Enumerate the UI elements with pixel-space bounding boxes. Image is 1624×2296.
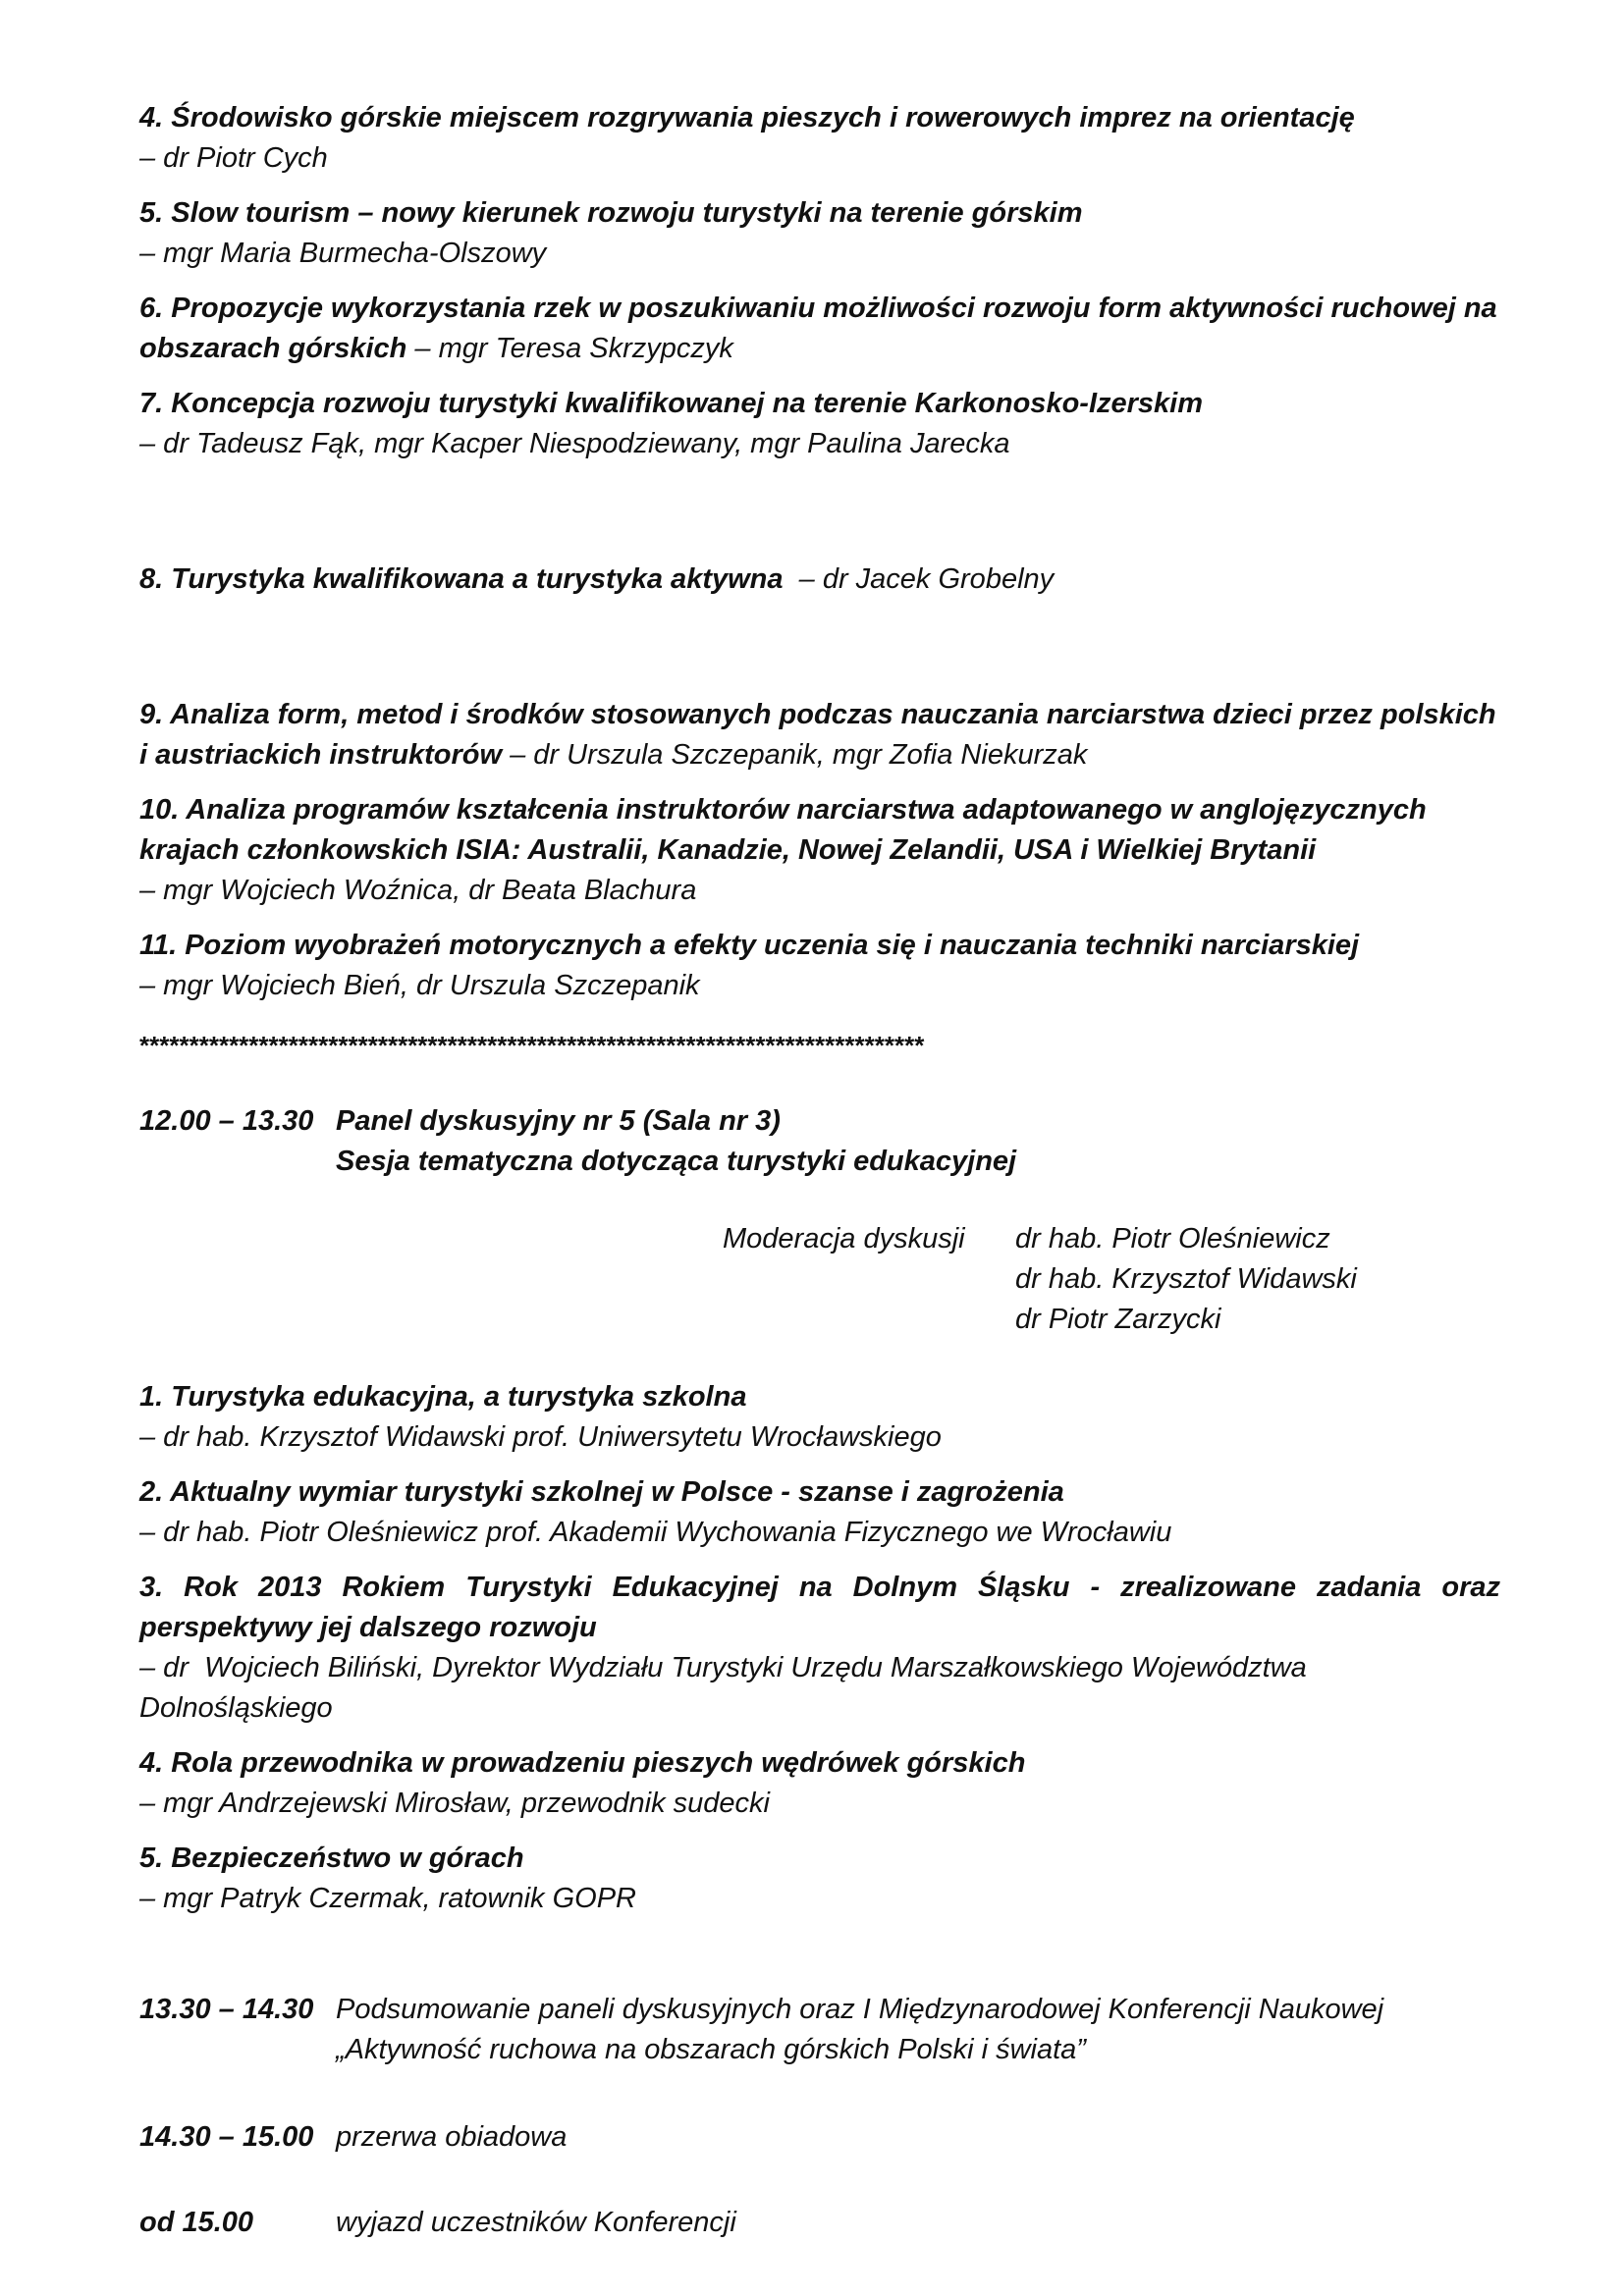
- schedule-description: [336, 1990, 1500, 2070]
- item-title: 5. Slow tourism – nowy kierunek rozwoju turystyki na terenie górskim: [139, 197, 1083, 229]
- item-author: – dr Urszula Szczepanik, mgr Zofia Niekurzak: [502, 739, 1088, 771]
- item-author: – dr Jacek Grobelny: [783, 563, 1055, 595]
- list-item: [139, 790, 1500, 911]
- item-title: 8. Turystyka kwalifikowana a turystyka aktywna: [139, 563, 784, 595]
- panel-description: [336, 1101, 1500, 1182]
- panel-header: [139, 1101, 1500, 1182]
- item-title-wrap: [139, 695, 1500, 775]
- list-item: [139, 193, 1500, 274]
- item-author: – dr Wojciech Biliński, Dyrektor Wydziału Turystyki Urzędu Marszałkowskiego Województwa Dolnośląskiego: [139, 1652, 1315, 1724]
- item-author: – dr hab. Krzysztof Widawski prof. Uniwersytetu Wrocławskiego: [139, 1421, 942, 1453]
- item-title: 5. Bezpieczeństwo w górach: [139, 1842, 524, 1874]
- moderation-block: [723, 1219, 1500, 1340]
- item-title: 3. Rok 2013 Rokiem Turystyki Edukacyjnej na Dolnym Śląsku - zrealizowane zadania oraz perspektywy jej dalszego rozwoju: [139, 1572, 1500, 1643]
- list-item: [139, 1472, 1500, 1553]
- moderation-label: Moderacja dyskusji: [723, 1223, 965, 1255]
- list-item: [139, 1839, 1500, 1919]
- schedule-description: [336, 2203, 1500, 2243]
- list-item: [139, 1743, 1500, 1824]
- list-item: [139, 479, 1500, 680]
- schedule-row: [139, 1990, 1500, 2070]
- item-author: – dr Tadeusz Fąk, mgr Kacper Niespodziewany, mgr Paulina Jarecka: [139, 428, 1010, 459]
- schedule-row: [139, 2203, 1500, 2243]
- item-title-wrap: [139, 289, 1500, 369]
- item-author: – dr hab. Piotr Oleśniewicz prof. Akademii Wychowania Fizycznego we Wrocławiu: [139, 1517, 1172, 1548]
- list-item: [139, 384, 1500, 464]
- list-item: [139, 1568, 1500, 1729]
- item-title: 6. Propozycje wykorzystania rzek w poszukiwaniu możliwości rozwoju form aktywności ruchowej na obszarach górskich: [139, 293, 1497, 364]
- item-title: 4. Środowisko górskie miejscem rozgrywania pieszych i rowerowych imprez na orientację: [139, 102, 1355, 133]
- item-title: 2. Aktualny wymiar turystyki szkolnej w Polsce - szanse i zagrożenia: [139, 1476, 1064, 1508]
- schedule-time: 14.30 – 15.00: [139, 2121, 314, 2153]
- item-title-wrap: [139, 560, 1500, 600]
- item-list-b: [139, 1377, 1500, 1919]
- item-title: 9. Analiza form, metod i środków stosowanych podczas nauczania narciarstwa dzieci przez polskich i austriackich instruktorów: [139, 699, 1496, 771]
- item-list-a: [139, 98, 1500, 1006]
- list-item: [139, 289, 1500, 369]
- list-item: [139, 695, 1500, 775]
- item-author: – dr Piotr Cych: [139, 142, 328, 174]
- item-title: 1. Turystyka edukacyjna, a turystyka szkolna: [139, 1381, 747, 1413]
- moderator-name: dr Piotr Zarzycki: [1015, 1304, 1221, 1335]
- schedule-time: 13.30 – 14.30: [139, 1994, 314, 2025]
- item-author: – mgr Patryk Czermak, ratownik GOPR: [139, 1883, 636, 1914]
- moderator-name: dr hab. Krzysztof Widawski: [1015, 1263, 1357, 1295]
- item-author: – mgr Wojciech Bień, dr Urszula Szczepanik: [139, 970, 700, 1001]
- item-title: 7. Koncepcja rozwoju turystyki kwalifikowanej na terenie Karkonosko-Izerskim: [139, 388, 1204, 419]
- panel-subtitle: Sesja tematyczna dotycząca turystyki edukacyjnej: [336, 1146, 1017, 1177]
- schedule-text: przerwa obiadowa: [336, 2121, 568, 2153]
- schedule-text: Podsumowanie paneli dyskusyjnych oraz I Międzynarodowej Konferencji Naukowej: [336, 1994, 1384, 2025]
- moderator-list: [1015, 1219, 1357, 1340]
- panel-title: Panel dyskusyjny nr 5 (Sala nr 3): [336, 1105, 781, 1137]
- panel-time: 12.00 – 13.30: [139, 1105, 314, 1137]
- item-title: 4. Rola przewodnika w prowadzeniu pieszych wędrówek górskich: [139, 1747, 1026, 1779]
- item-title: 11. Poziom wyobrażeń motorycznych a efekty uczenia się i nauczania techniki narciarskiej: [139, 930, 1360, 961]
- list-item: [139, 926, 1500, 1006]
- schedule-text: „Aktywność ruchowa na obszarach górskich Polski i świata”: [336, 2034, 1086, 2065]
- list-item: [139, 1377, 1500, 1458]
- moderator-name: dr hab. Piotr Oleśniewicz: [1015, 1223, 1330, 1255]
- separator-line: *******************************************************************************: [139, 1031, 925, 1060]
- schedule-text: wyjazd uczestników Konferencji: [336, 2207, 736, 2238]
- schedule-row: [139, 2117, 1500, 2158]
- item-author: – mgr Maria Burmecha-Olszowy: [139, 238, 547, 269]
- item-author: – mgr Wojciech Woźnica, dr Beata Blachura: [139, 875, 697, 906]
- item-author: – mgr Andrzejewski Mirosław, przewodnik sudecki: [139, 1788, 770, 1819]
- item-title: 10. Analiza programów kształcenia instruktorów narciarstwa adaptowanego w anglojęzycznych krajach członkowskich ISIA: Australii, Kanadzie, Nowej Zelandii, USA i Wielkiej Brytanii: [139, 794, 1427, 866]
- item-author: – mgr Teresa Skrzypczyk: [406, 333, 733, 364]
- schedule-description: [336, 2117, 1500, 2158]
- schedule-time: od 15.00: [139, 2207, 254, 2238]
- document-page: [139, 98, 1500, 2243]
- list-item: [139, 98, 1500, 179]
